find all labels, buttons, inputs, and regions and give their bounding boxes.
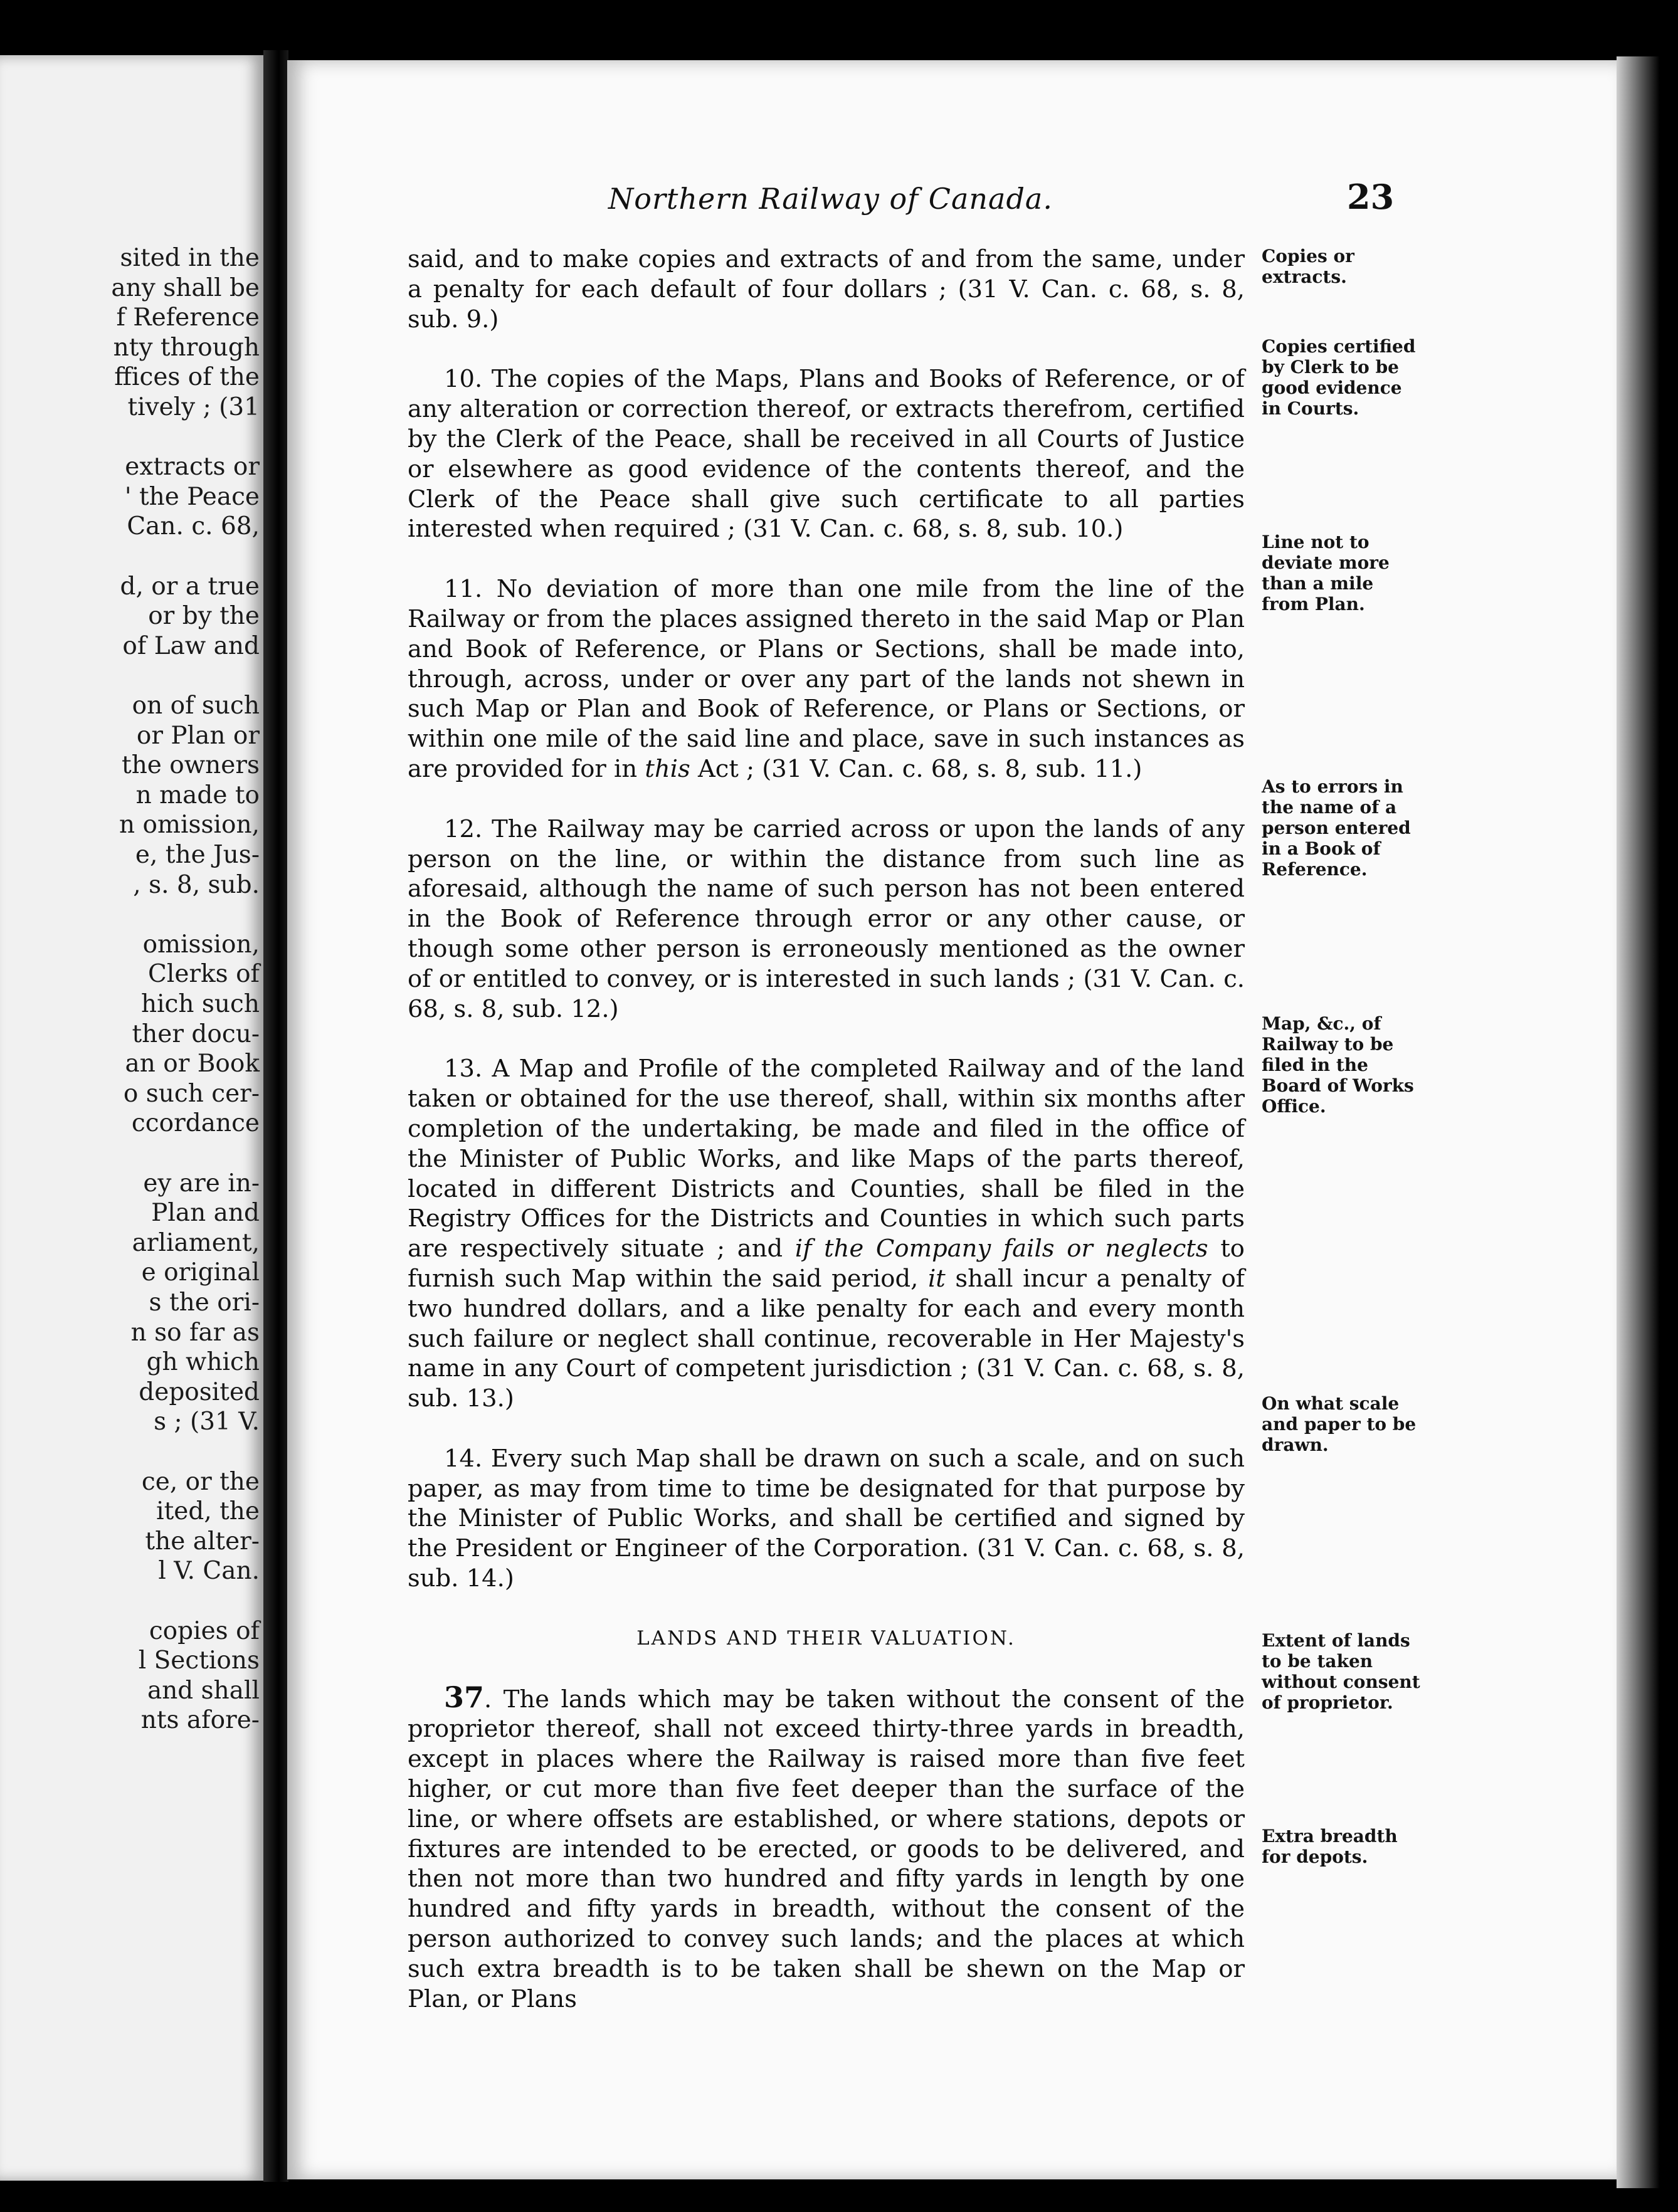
left-page-line: , s. 8, sub. bbox=[133, 870, 260, 899]
paragraph-11-text-b: Act ; (31 V. Can. c. 68, s. 8, sub. 11.) bbox=[690, 754, 1142, 783]
left-page-line: n omission, bbox=[119, 811, 260, 840]
section-heading: LANDS AND THEIR VALUATION. bbox=[636, 1626, 1016, 1650]
book-gutter bbox=[263, 50, 288, 2182]
left-page-line: omission, bbox=[142, 930, 260, 959]
paragraph-13-text-c: shall incur a penalty of two hundred dollars, and a like penalty for each and every month such failure or neglect shall continue, recoverable in Her Majesty's name in any Court of competent jurisdiction ; (31 V. Can. c. 68, s. 8, sub. 13.) bbox=[408, 1264, 1245, 1413]
left-page-line: n made to bbox=[135, 781, 260, 809]
page-edge-shadow bbox=[1617, 56, 1678, 2188]
left-page-line: extracts or bbox=[125, 453, 260, 482]
left-page-line: Clerks of bbox=[148, 960, 260, 989]
section-37-number: 37 bbox=[444, 1680, 485, 1714]
left-page-line: ' the Peace bbox=[124, 482, 260, 511]
paragraph-9-tail: said, and to make copies and extracts of and from the same, under a penalty for each default of four dollars ; (31 V. Can. c. 68, s. 8, sub. 9.) bbox=[408, 245, 1245, 334]
left-page-line: arliament, bbox=[132, 1228, 260, 1257]
margin-note-certified: Copies certified by Clerk to be good evidence in Courts. bbox=[1262, 336, 1416, 419]
margin-note-copies: Copies or extracts. bbox=[1262, 246, 1354, 287]
left-page-line: nts afore- bbox=[140, 1706, 260, 1735]
left-page-line: Plan and bbox=[151, 1199, 260, 1228]
margin-note-extent: Extent of lands to be taken without consent of proprietor. bbox=[1262, 1630, 1420, 1713]
left-page-line: gh which bbox=[146, 1348, 260, 1377]
margin-note-errors: As to errors in the name of a person entered in a Book of Reference. bbox=[1262, 776, 1411, 880]
paragraph-13-italic-1: if the Company fails or neglects bbox=[794, 1235, 1208, 1263]
left-page-line: ccordance bbox=[131, 1109, 260, 1138]
left-page-line: on of such bbox=[132, 692, 260, 720]
left-page-line: s the ori- bbox=[149, 1288, 260, 1317]
margin-note-deviate: Line not to deviate more than a mile from Plan. bbox=[1262, 532, 1390, 614]
left-page-line: the alter- bbox=[145, 1527, 260, 1556]
left-page-line: and shall bbox=[147, 1676, 260, 1705]
left-page-line: deposited bbox=[139, 1377, 260, 1406]
left-page-line: an or Book bbox=[125, 1050, 260, 1078]
page-body bbox=[408, 245, 1245, 2014]
left-page-line: sited in the bbox=[120, 244, 260, 272]
margin-note-extra: Extra breadth for depots. bbox=[1262, 1826, 1398, 1867]
left-page-line: ffices of the bbox=[114, 363, 260, 392]
left-page-line: any shall be bbox=[111, 273, 260, 302]
paragraph-12: 12. The Railway may be carried across or upon the lands of any person on the line, or within the distance from such line as aforesaid, although the name of such person has not been entered in the Book of Reference through error or any other cause, or though some other person is erroneously mentioned as the owner of or entitled to convey, or is interested in such lands ; (31 V. Can. c. 68, s. 8, sub. 12.) bbox=[408, 814, 1245, 1023]
margin-note-scale: On what scale and paper to be drawn. bbox=[1262, 1393, 1417, 1455]
left-page-line: of Law and bbox=[122, 631, 260, 660]
section-37-text: . The lands which may be taken without the consent of the proprietor thereof, shall not exceed thirty-three yards in breadth, except in places where the Railway is raised more than five feet higher, or cut more than five feet deeper than the surface of the line, or where offsets are established, or where stations, depots or fixtures are intended to be erected, or goods to be delivered, and then not more than two hundred and fifty yards in length by one hundred and fifty yards in breadth, without the consent of the person authorized to convey such lands; and the places at which such extra breadth is to be taken shall be shewn on the Map or Plan, or Plans bbox=[408, 1685, 1245, 2013]
running-head: Northern Railway of Canada. bbox=[608, 182, 1053, 216]
left-page-line: f Reference bbox=[116, 303, 260, 332]
paragraph-13 bbox=[408, 1054, 1245, 1414]
left-page-line: the owners bbox=[122, 751, 260, 780]
paragraph-13-italic-2: it bbox=[927, 1264, 946, 1293]
left-page-line: Can. c. 68, bbox=[127, 512, 260, 541]
left-page-line: d, or a true bbox=[120, 572, 260, 601]
left-page-line: tively ; (31 bbox=[127, 393, 260, 421]
left-page-line: copies of bbox=[149, 1616, 260, 1645]
left-page bbox=[0, 55, 263, 2181]
left-page-line: l V. Can. bbox=[158, 1557, 260, 1586]
section-37 bbox=[408, 1680, 1245, 2014]
left-page-line: e, the Jus- bbox=[135, 841, 260, 869]
left-page-line: ther docu- bbox=[132, 1019, 260, 1048]
left-page-line: or Plan or bbox=[136, 721, 260, 750]
page-number: 23 bbox=[1347, 177, 1395, 217]
paragraph-11 bbox=[408, 574, 1245, 784]
margin-note-map-filed: Map, &c., of Railway to be filed in the Board of Works Office. bbox=[1262, 1013, 1414, 1117]
paragraph-10: 10. The copies of the Maps, Plans and Books of Reference, or of any alteration or correction thereof, or extracts therefrom, certified by the Clerk of the Peace, shall be received in all Courts of Justice or elsewhere as good evidence of the contents thereof, and the Clerk of the Peace shall give such certificate to all parties interested when required ; (31 V. Can. c. 68, s. 8, sub. 10.) bbox=[408, 365, 1245, 544]
left-page-line: ey are in- bbox=[143, 1169, 260, 1198]
paragraph-11-italic: this bbox=[645, 754, 690, 783]
left-page-line: ce, or the bbox=[141, 1467, 260, 1496]
paragraph-14: 14. Every such Map shall be drawn on such a scale, and on such paper, as may from time to time be designated for that purpose by the Minister of Public Works, and shall be certified and signed by the President or Engineer of the Corporation. (31 V. Can. c. 68, s. 8, sub. 14.) bbox=[408, 1444, 1245, 1593]
left-page-line: ited, the bbox=[156, 1497, 260, 1526]
paragraph-13-text-b: to furnish such Map within the said period, bbox=[408, 1235, 1245, 1293]
paragraph-13-text-a: 13. A Map and Profile of the completed Railway and of the land taken or obtained for the use thereof, shall, within six months after completion of the undertaking, be made and filed in the office of the Minister of Public Works, and like Maps of the parts thereof, located in different Districts and Counties, shall be filed in the Registry Offices for the Districts and Counties in which such parts are respectively situate ; and bbox=[408, 1055, 1245, 1263]
left-page-line: nty through bbox=[113, 333, 260, 362]
left-page-line: e original bbox=[141, 1258, 260, 1287]
left-page-line: n so far as bbox=[130, 1318, 260, 1347]
left-page-line: or by the bbox=[148, 602, 260, 631]
left-page-line: s ; (31 V. bbox=[154, 1408, 260, 1436]
left-page-line: o such cer- bbox=[123, 1079, 260, 1108]
paragraph-11-text-a: 11. No deviation of more than one mile from the line of the Railway or from the places assigned thereto in the said Map or Plan and Book of Reference, or Plans or Sections, shall be made into, through, across, under or over any part of the lands not shewn in such Map or Plan and Book of Reference, or Plans or Sections, or within one mile of the said line and place, save in such instances as are provided for in bbox=[408, 575, 1245, 783]
left-page-line: l Sections bbox=[138, 1646, 260, 1675]
left-page-line: hich such bbox=[140, 990, 260, 1018]
